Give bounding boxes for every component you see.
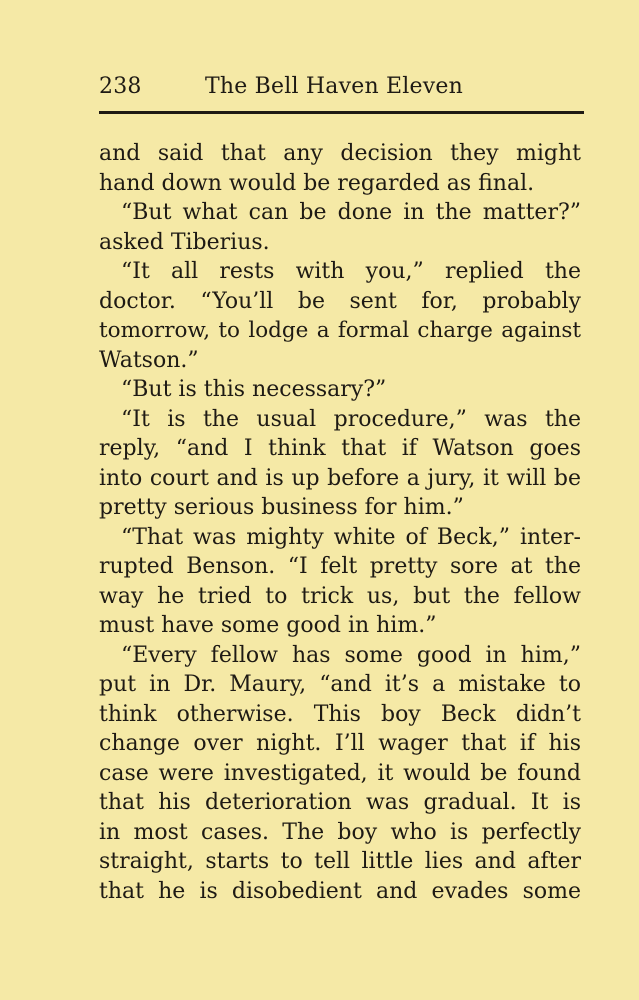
text-line: “It is the usual procedure,” was the [121, 406, 581, 432]
text-line: into court and is up before a jury, it will be [99, 465, 581, 491]
text-line: change over night. I’ll wager that if his [99, 731, 581, 756]
text-line: way he tried to trick us, but the fellow [99, 583, 581, 609]
text-line: and said that any decision they might [99, 141, 581, 166]
running-header [99, 72, 582, 106]
text-line: must have some good in him.” [99, 613, 437, 638]
text-line: straight, starts to tell little lies and after [99, 849, 581, 874]
text-line: hand down would be regarded as final. [99, 170, 535, 196]
text-line: “It all rests with you,” replied the [121, 259, 581, 284]
text-line: that his deterioration was gradual. It is [99, 790, 581, 815]
running-title: The Bell Haven Eleven [205, 74, 463, 99]
text-line: put in Dr. Maury, “and it’s a mistake to [99, 672, 581, 697]
header-rule [99, 111, 584, 114]
text-line: rupted Benson. “I felt pretty sore at the [99, 554, 581, 579]
text-line: doctor. “You’ll be sent for, probably [99, 288, 581, 314]
page-number: 238 [99, 74, 142, 99]
text-line: “Every fellow has some good in him,” [121, 642, 581, 668]
text-line: tomorrow, to lodge a formal charge against [99, 318, 581, 343]
text-line: “But what can be done in the matter?” [121, 200, 581, 225]
text-line: in most cases. The boy who is perfectly [99, 819, 581, 845]
text-line: “That was mighty white of Beck,” inter- [121, 524, 581, 550]
text-line: case were investigated, it would be found [99, 760, 581, 786]
text-line: that he is disobedient and evades some [99, 878, 581, 904]
text-line: “But is this necessary?” [121, 377, 387, 402]
text-line: asked Tiberius. [99, 229, 270, 255]
text-line: reply, “and I think that if Watson goes [99, 436, 581, 461]
text-line: pretty serious business for him.” [99, 495, 464, 520]
body-text [99, 139, 581, 906]
text-line: think otherwise. This boy Beck didn’t [99, 701, 581, 727]
text-line: Watson.” [99, 347, 199, 373]
